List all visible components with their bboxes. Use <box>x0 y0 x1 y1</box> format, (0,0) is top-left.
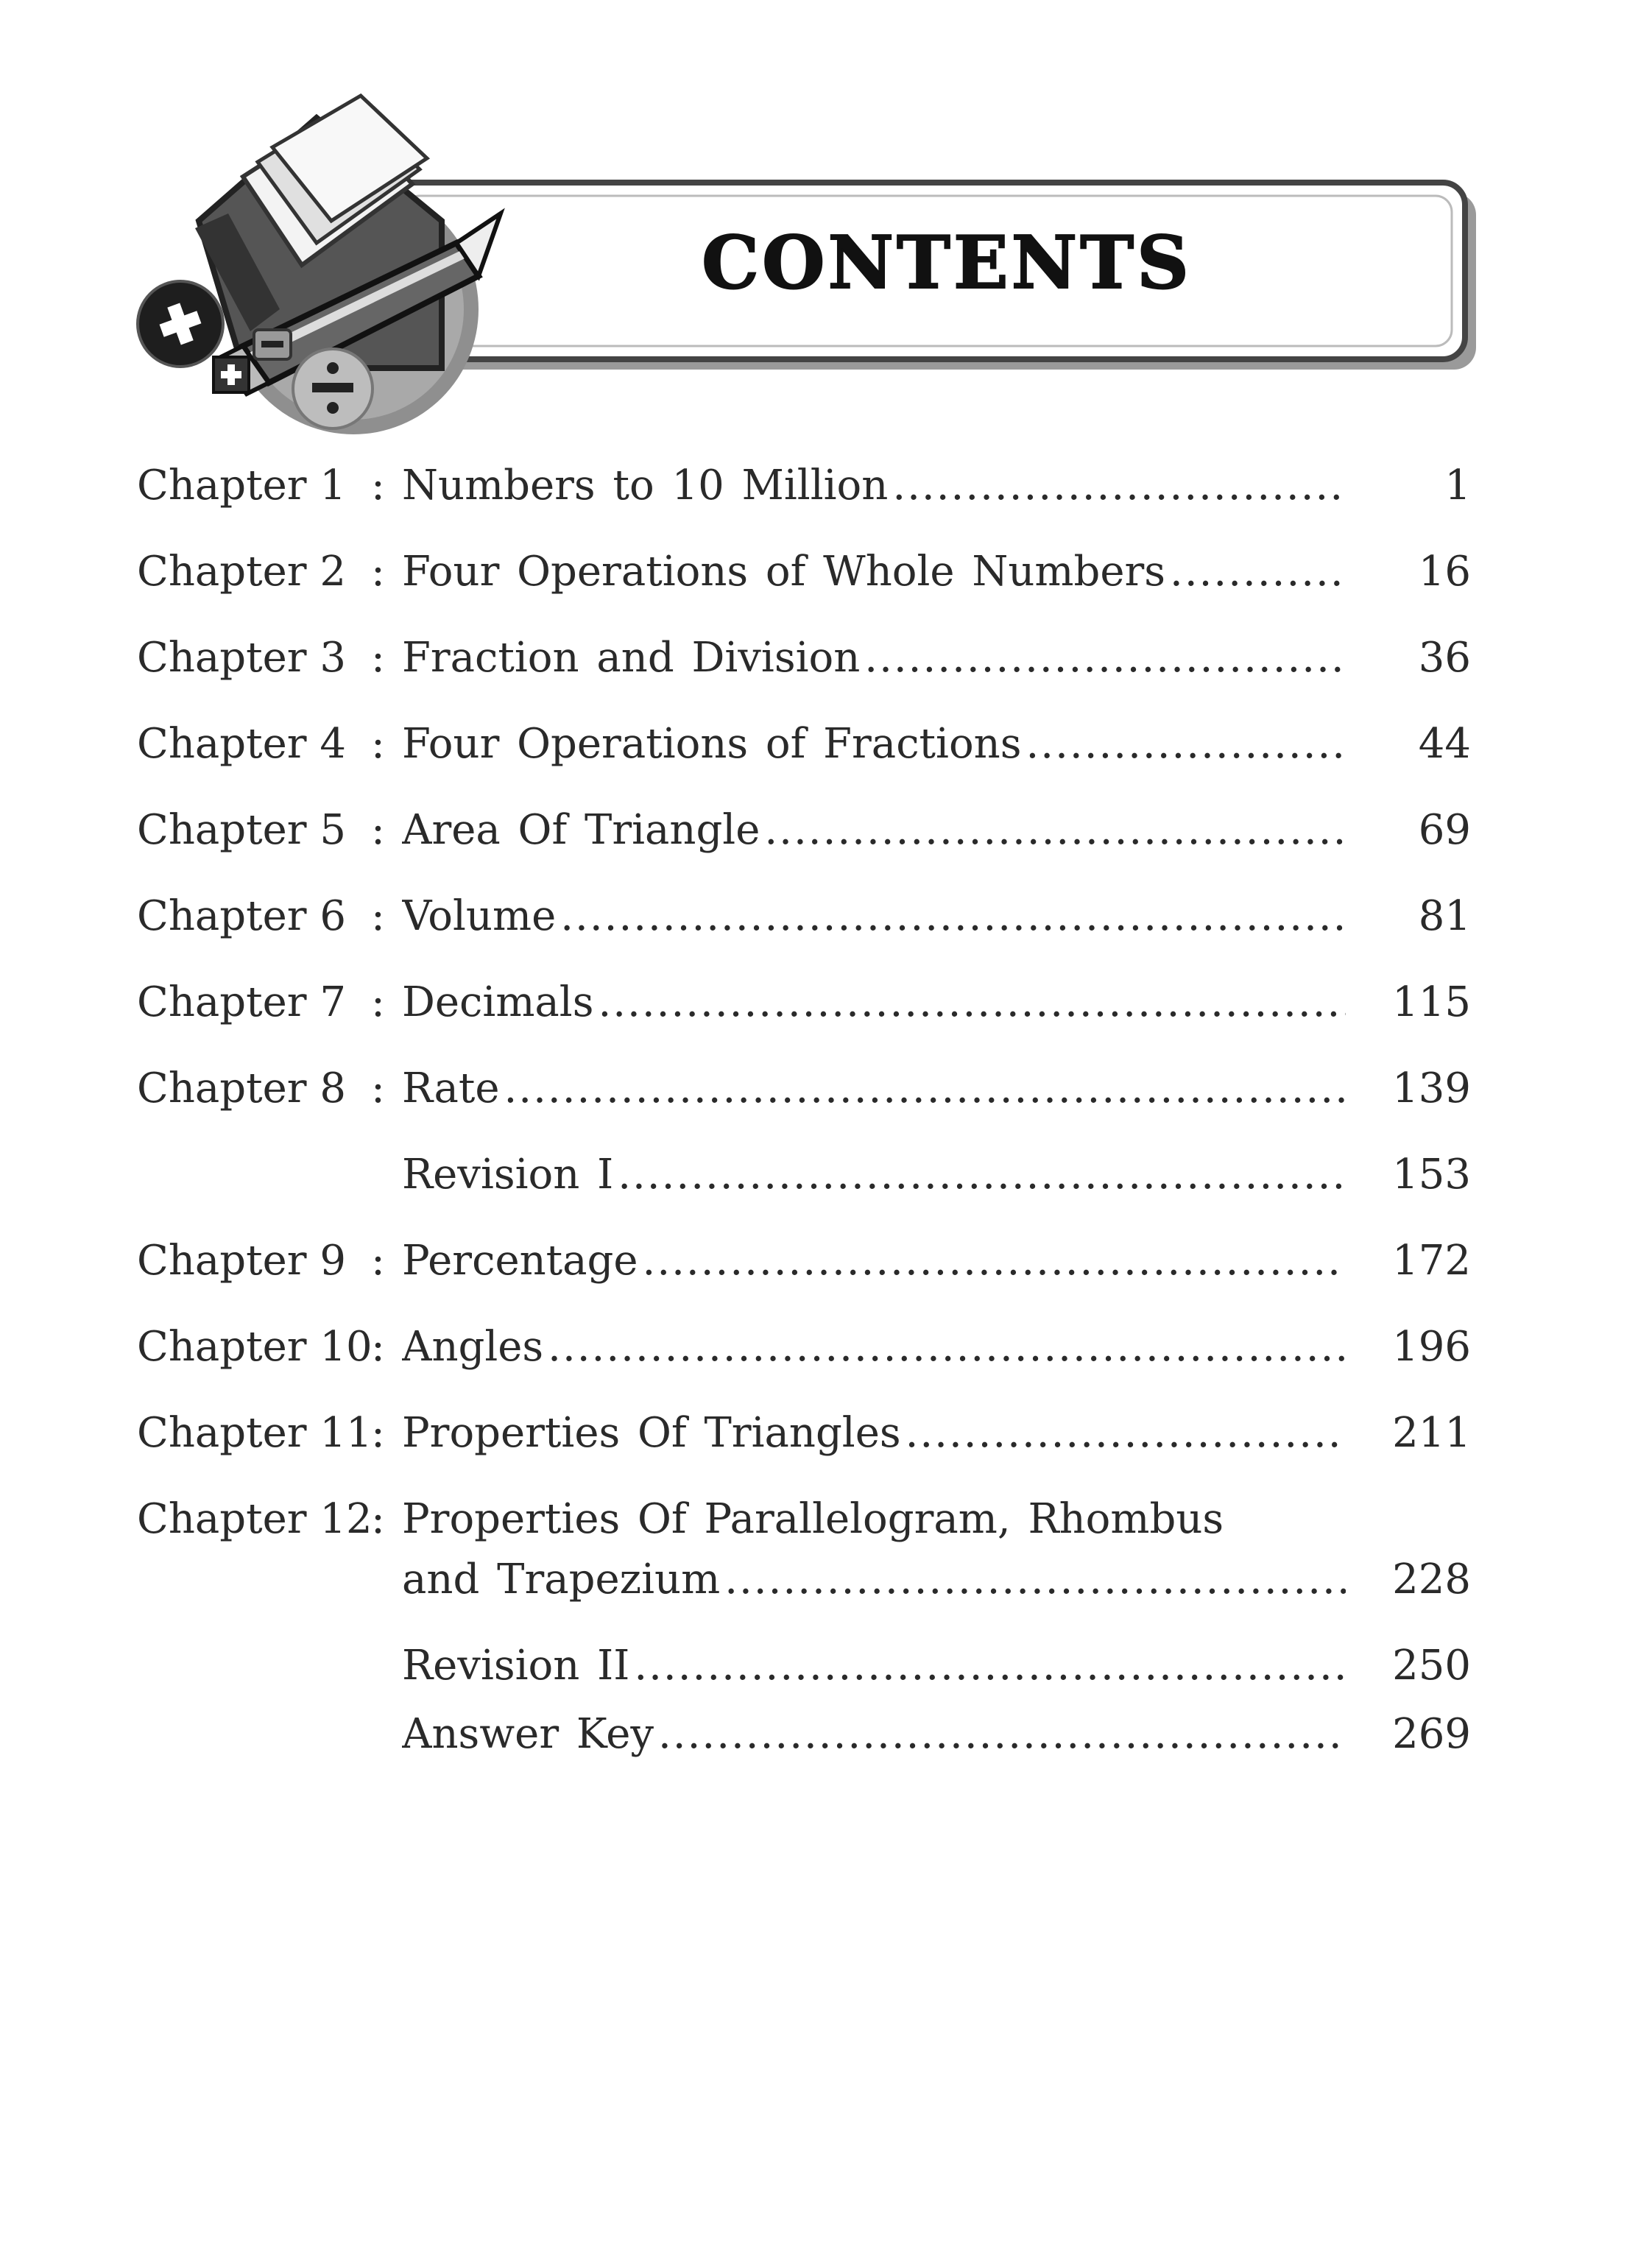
entry-title: Angles <box>402 1323 544 1371</box>
separator: : <box>371 892 385 940</box>
separator: : <box>371 806 385 854</box>
dot-leader <box>634 1637 1346 1695</box>
separator: : <box>371 1409 385 1457</box>
toc-entry[interactable] <box>137 456 1471 515</box>
page-number: 16 <box>1418 548 1471 596</box>
separator: : <box>371 1323 385 1371</box>
toc-entry[interactable] <box>137 1637 1471 1695</box>
page-number: 44 <box>1418 720 1471 768</box>
dot-leader <box>658 1705 1346 1764</box>
toc-entry[interactable] <box>137 629 1471 688</box>
entry-title: Area Of Triangle <box>402 806 760 854</box>
page-number: 69 <box>1418 806 1471 854</box>
entry-line <box>402 715 1471 774</box>
page-title: CONTENTS <box>702 221 1192 306</box>
toc-entry[interactable] <box>137 1059 1471 1118</box>
chapter-label: Chapter 4 <box>137 720 346 768</box>
toc-entry[interactable] <box>137 1318 1471 1377</box>
dot-leader <box>1170 543 1346 601</box>
toc-entry[interactable] <box>137 1705 1471 1764</box>
entry-title: Decimals <box>402 978 594 1026</box>
entry-title: Answer Key <box>402 1710 654 1758</box>
dot-leader <box>1026 715 1346 774</box>
entry-line <box>402 1404 1471 1463</box>
page-number: 153 <box>1392 1151 1471 1199</box>
entry-title: Revision I <box>402 1151 614 1199</box>
entry-line <box>402 1705 1471 1764</box>
toc-entry[interactable] <box>137 801 1471 860</box>
entry-title: Properties Of Triangles <box>402 1409 901 1457</box>
entry-title: Rate <box>402 1065 500 1112</box>
separator: : <box>371 1495 385 1543</box>
toc-entry[interactable] <box>137 1404 1471 1463</box>
dot-leader <box>864 629 1346 688</box>
toc-entry[interactable] <box>137 715 1471 774</box>
entry-line <box>402 1232 1471 1291</box>
chapter-label: Chapter 5 <box>137 806 346 854</box>
toc-entry[interactable] <box>137 543 1471 601</box>
chapter-label: Chapter 10 <box>137 1323 373 1371</box>
entry-title: Four Operations of Whole Numbers <box>402 548 1166 596</box>
chapter-label: Chapter 11 <box>137 1409 373 1457</box>
separator: : <box>371 1065 385 1112</box>
chapter-label: Chapter 7 <box>137 978 346 1026</box>
chapter-label: Chapter 3 <box>137 634 346 682</box>
entry-title: Properties Of Parallelogram, Rhombus <box>402 1495 1224 1543</box>
entry-title-continued: and Trapezium <box>402 1556 721 1603</box>
separator: : <box>371 548 385 596</box>
entry-line <box>402 801 1471 860</box>
entry-line <box>402 1059 1471 1118</box>
toc-entry[interactable] <box>137 1490 1471 1615</box>
entry-line <box>402 1637 1471 1695</box>
dot-leader <box>892 456 1346 515</box>
page-number: 172 <box>1392 1237 1471 1285</box>
entry-line <box>402 1146 1471 1204</box>
separator: : <box>371 1237 385 1285</box>
page-number: 196 <box>1392 1323 1471 1371</box>
entry-title: Revision II <box>402 1642 630 1690</box>
toc-entry[interactable] <box>137 973 1471 1032</box>
dot-leader <box>504 1059 1346 1118</box>
page-number: 81 <box>1418 892 1471 940</box>
entry-line <box>402 629 1471 688</box>
dot-leader <box>598 973 1346 1032</box>
entry-line <box>402 973 1471 1032</box>
chapter-label: Chapter 1 <box>137 462 346 509</box>
entry-line <box>402 887 1471 946</box>
dot-leader <box>560 887 1346 946</box>
page-number: 250 <box>1392 1642 1471 1690</box>
chapter-label: Chapter 2 <box>137 548 346 596</box>
page-number: 211 <box>1392 1409 1471 1457</box>
chapter-label: Chapter 12 <box>137 1495 373 1543</box>
toc-entry[interactable] <box>137 1232 1471 1291</box>
entry-line <box>402 543 1471 601</box>
dot-leader <box>643 1232 1346 1291</box>
page-number: 269 <box>1392 1710 1471 1758</box>
chapter-label: Chapter 9 <box>137 1237 346 1285</box>
dot-leader <box>764 801 1346 860</box>
separator: : <box>371 978 385 1026</box>
dot-leader <box>906 1404 1346 1463</box>
entry-line <box>402 1318 1471 1377</box>
separator: : <box>371 720 385 768</box>
entry-title: Percentage <box>402 1237 638 1285</box>
entry-line <box>402 456 1471 515</box>
separator: : <box>371 634 385 682</box>
dot-leader <box>618 1146 1346 1204</box>
page-number: 139 <box>1392 1065 1471 1112</box>
toc-entry[interactable] <box>137 1146 1471 1204</box>
page-number: 228 <box>1392 1556 1471 1603</box>
entry-line <box>402 1550 1471 1609</box>
entry-title: Numbers to 10 Million <box>402 462 889 509</box>
entry-title: Volume <box>402 892 557 940</box>
separator: : <box>371 462 385 509</box>
dot-leader <box>724 1550 1346 1609</box>
entry-title: Fraction and Division <box>402 634 861 682</box>
page-number: 1 <box>1444 462 1471 509</box>
page-number: 36 <box>1418 634 1471 682</box>
toc-entry[interactable] <box>137 887 1471 946</box>
chapter-label: Chapter 8 <box>137 1065 346 1112</box>
chapter-label: Chapter 6 <box>137 892 346 940</box>
entry-title: Four Operations of Fractions <box>402 720 1022 768</box>
page-number: 115 <box>1392 978 1471 1026</box>
dot-leader <box>548 1318 1346 1377</box>
